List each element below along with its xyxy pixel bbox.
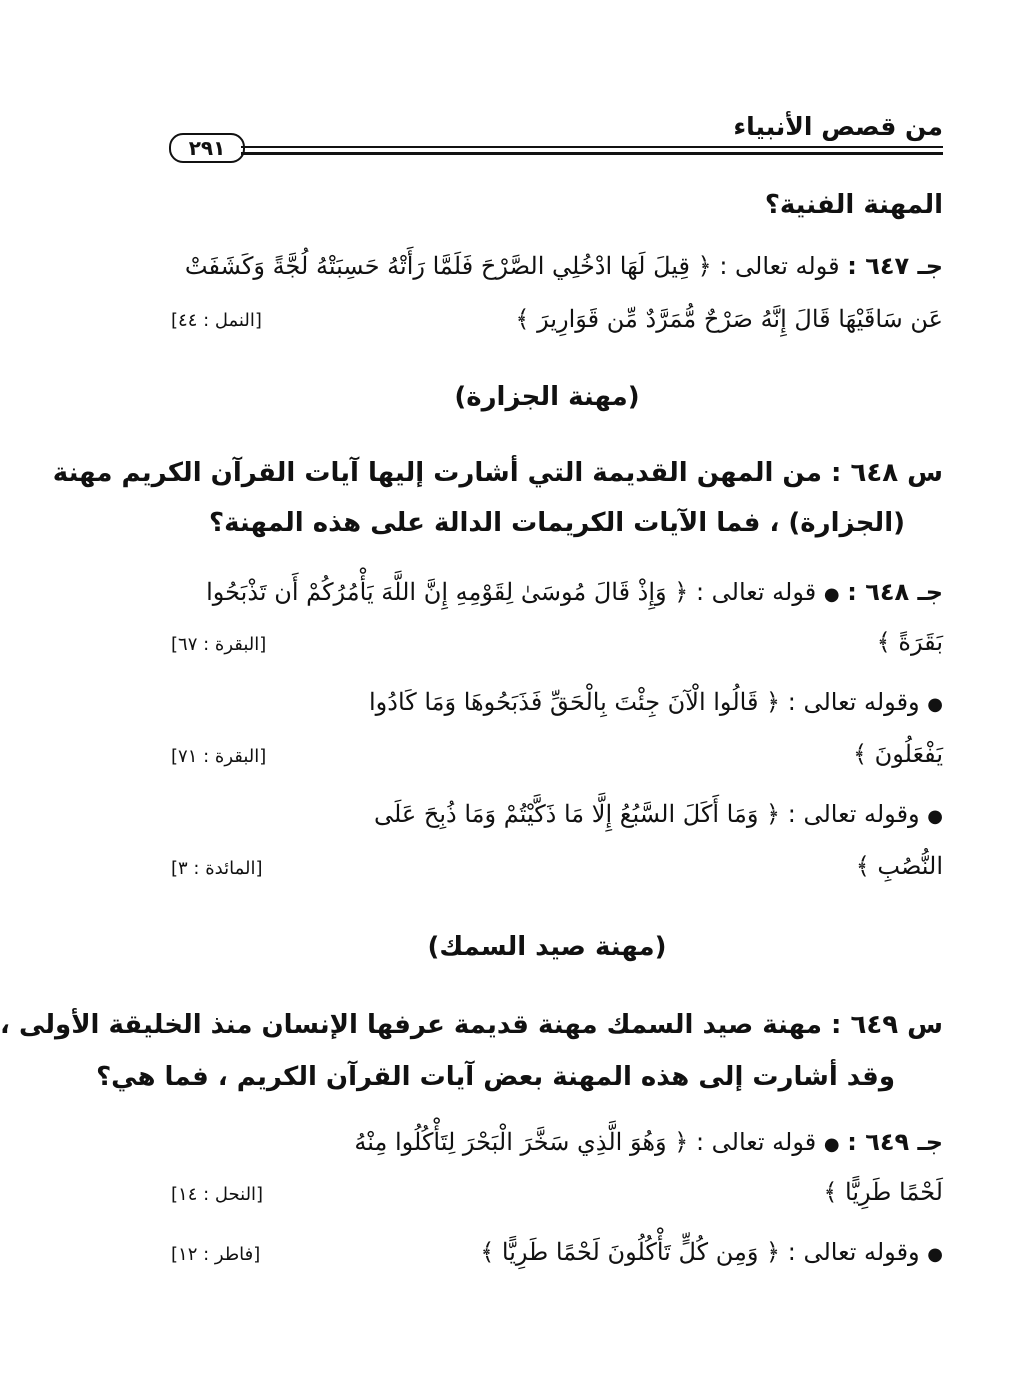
verse-text: عَن سَاقَيْهَا قَالَ إِنَّهُ صَرْحٌ مُّمَرَّدٌ مِّن قَوَارِيرَ ﴾ xyxy=(515,305,943,333)
verse-intro: قوله تعالى : xyxy=(719,252,840,280)
verse-intro: قوله تعالى : xyxy=(695,578,817,606)
answer-648-item1-line2 xyxy=(169,628,943,656)
question-649-line2: وقد أشارت إلى هذه المهنة بعض آيات القرآن الكريم ، فما هي؟ xyxy=(96,1062,895,1092)
answer-649-item1-line2 xyxy=(169,1178,943,1206)
verse-reference: [فاطر : ١٢] xyxy=(171,1244,261,1265)
verse-reference: [البقرة : ٦٧] xyxy=(171,634,267,655)
verse-text: ﴿ وَهُوَ الَّذِي سَخَّرَ الْبَحْرَ لِتَأْكُلُوا مِنْهُ xyxy=(354,1128,689,1156)
question-ending: المهنة الفنية؟ xyxy=(764,190,943,220)
section-heading-butchery: (مهنة الجزارة) xyxy=(454,382,640,412)
bullet-icon: ● xyxy=(927,694,943,715)
verse-text: ﴿ وَمَا أَكَلَ السَّبُعُ إِلَّا مَا ذَكَّيْتُمْ وَمَا ذُبِحَ عَلَى xyxy=(373,800,781,828)
answer-label: جـ ٦٤٨ : xyxy=(847,578,943,606)
verse-text: ﴿ قَالُوا الْآنَ جِئْتَ بِالْحَقِّ فَذَبَحُوهَا وَمَا كَادُوا xyxy=(369,688,781,716)
bullet-icon: ● xyxy=(823,1134,840,1155)
verse-text: ﴿ وَإِذْ قَالَ مُوسَىٰ لِقَوْمِهِ إِنَّ اللَّهَ يَأْمُرُكُمْ أَن تَذْبَحُوا xyxy=(206,578,689,606)
bullet-icon: ● xyxy=(927,806,943,827)
bullet-icon: ● xyxy=(927,1244,943,1265)
answer-648-item3-line2 xyxy=(169,852,943,880)
question-text: مهنة صيد السمك مهنة قديمة عرفها الإنسان منذ الخليقة الأولى ، xyxy=(0,1010,822,1040)
question-648-line2: (الجزارة) ، فما الآيات الكريمات الدالة على هذه المهنة؟ xyxy=(208,508,905,538)
bullet-icon: ● xyxy=(823,584,840,605)
page-number: ٢٩١ xyxy=(169,133,245,163)
answer-label: جـ ٦٤٩ : xyxy=(847,1128,943,1156)
answer-647-line1 xyxy=(169,252,943,280)
verse-intro: وقوله تعالى : xyxy=(787,688,920,716)
verse-reference: [المائدة : ٣] xyxy=(171,858,263,879)
header-rule xyxy=(241,146,943,148)
answer-648-item1-line1 xyxy=(169,578,943,606)
question-648-line1 xyxy=(52,458,943,488)
question-649-line1 xyxy=(0,1010,943,1040)
running-title: من قصص الأنبياء xyxy=(733,112,943,141)
verse-text: لَحْمًا طَرِيًّا ﴾ xyxy=(823,1178,943,1206)
question-label: س ٦٤٩ : xyxy=(831,1010,943,1040)
verse-text: النُّصُبِ ﴾ xyxy=(855,852,943,880)
verse-text: بَقَرَةً ﴾ xyxy=(876,628,943,656)
answer-649-item1-line1 xyxy=(169,1128,943,1156)
verse-text: ﴿ قِيلَ لَهَا ادْخُلِي الصَّرْحَ فَلَمَّا رَأَتْهُ حَسِبَتْهُ لُجَّةً وَكَشَفَتْ xyxy=(184,252,712,280)
verse-intro: قوله تعالى : xyxy=(695,1128,817,1156)
verse-text: يَفْعَلُونَ ﴾ xyxy=(852,740,943,768)
answer-648-item2-line2 xyxy=(169,740,943,768)
verse-reference: [البقرة : ٧١] xyxy=(171,746,267,767)
answer-649-item2-line1 xyxy=(289,1238,943,1266)
question-label: س ٦٤٨ : xyxy=(831,458,943,488)
verse-intro: وقوله تعالى : xyxy=(787,800,920,828)
verse-text: ﴿ وَمِن كُلٍّ تَأْكُلُونَ لَحْمًا طَرِيًّا ﴾ xyxy=(480,1238,781,1266)
section-heading-fishing: (مهنة صيد السمك) xyxy=(427,932,667,962)
verse-reference: [النحل : ١٤] xyxy=(171,1184,264,1205)
question-text: من المهن القديمة التي أشارت إليها آيات القرآن الكريم مهنة xyxy=(52,458,822,488)
answer-648-item2-line1 xyxy=(169,688,943,716)
verse-reference: [النمل : ٤٤] xyxy=(171,310,262,331)
answer-647-line2 xyxy=(169,305,943,333)
answer-648-item3-line1 xyxy=(169,800,943,828)
header-rule-thick xyxy=(241,152,943,155)
answer-label: جـ ٦٤٧ : xyxy=(847,252,943,280)
verse-intro: وقوله تعالى : xyxy=(787,1238,920,1266)
